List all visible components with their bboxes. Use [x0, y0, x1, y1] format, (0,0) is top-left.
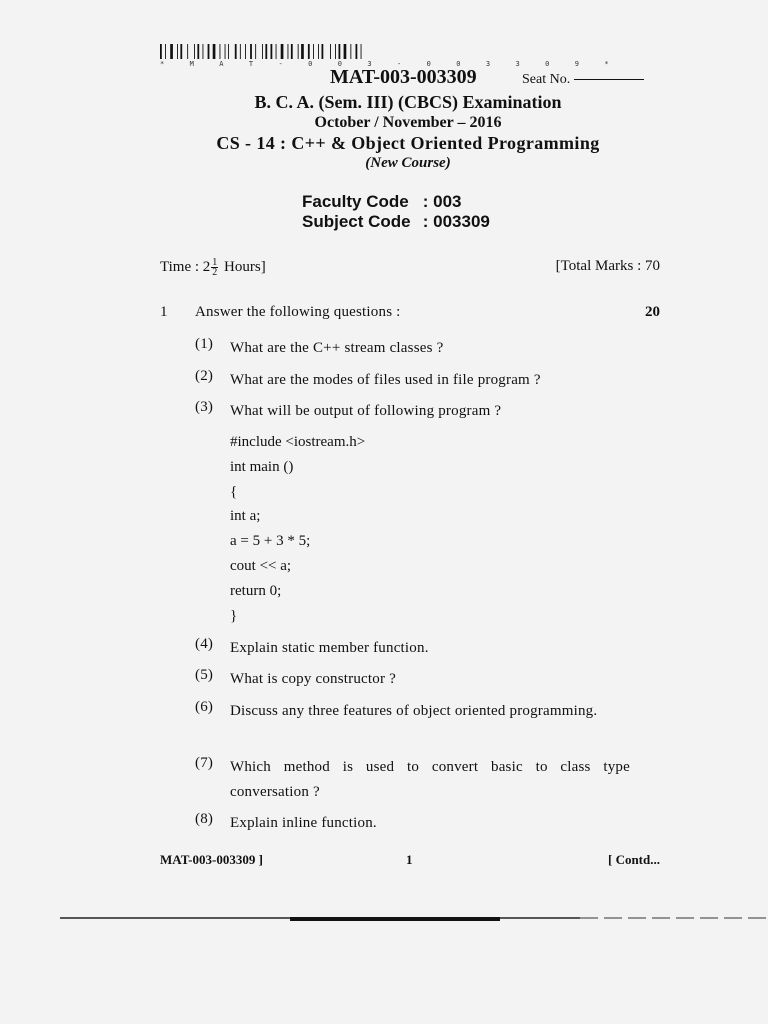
subquestion-1	[195, 336, 635, 361]
code-line: #include <iostream.h>	[230, 434, 366, 450]
exam-session: October / November – 2016	[314, 114, 502, 131]
subquestion-number: (8)	[195, 811, 214, 827]
barcode-bar	[361, 44, 362, 59]
barcode-bar	[220, 44, 221, 59]
faculty-code-label: Faculty Code	[302, 192, 409, 211]
seat-blank-line	[574, 79, 644, 80]
subquestion-text: What are the modes of files used in file program ?	[230, 372, 541, 388]
subquestion-text: What will be output of following program ?	[230, 403, 502, 419]
barcode-bar	[245, 44, 246, 59]
question-text: Answer the following questions :	[195, 304, 401, 320]
barcode-bar	[313, 44, 314, 59]
barcode-bar	[213, 44, 216, 59]
faculty-code-sep: :	[422, 192, 429, 211]
barcode-bar	[160, 44, 162, 59]
barcode-bar	[225, 44, 226, 59]
barcode-bar	[322, 44, 324, 59]
footer-page-number: 1	[406, 852, 413, 867]
barcode-bar	[301, 44, 304, 59]
subquestion-number: (6)	[195, 699, 214, 715]
time-allowed	[160, 258, 266, 277]
code-line: int a;	[230, 508, 261, 525]
total-marks-text: [Total Marks : 70	[555, 258, 660, 274]
total-marks	[556, 258, 660, 275]
time-suffix: Hours]	[224, 258, 266, 275]
barcode-bar	[228, 44, 229, 59]
subquestion-number: (1)	[195, 336, 214, 352]
subquestion-3	[195, 399, 635, 424]
subject-code-row	[302, 212, 490, 232]
subject-title: CS - 14 : C++ & Object Oriented Programming	[216, 133, 600, 153]
barcode-bar	[335, 44, 336, 59]
subquestion-text: Explain inline function.	[230, 815, 377, 831]
faculty-code-value: 003	[433, 192, 462, 211]
subject-code-value: 003309	[433, 212, 490, 231]
exam-title: B. C. A. (Sem. III) (CBCS) Examination	[254, 92, 562, 112]
subquestion-text: Discuss any three features of object oriented programming.	[230, 703, 598, 719]
barcode-bar	[356, 44, 358, 59]
seat-label: Seat No.	[522, 72, 571, 87]
subject-code-label: Subject Code	[302, 212, 411, 231]
barcode-bar	[187, 44, 188, 59]
code-line: {	[230, 483, 238, 500]
barcode-bar	[255, 44, 256, 59]
barcode-bar	[194, 44, 195, 59]
seat-number-field	[522, 72, 644, 88]
barcode-bar	[271, 44, 273, 59]
subquestion-number: (7)	[195, 755, 214, 771]
subquestion-7	[195, 755, 635, 805]
question-marks: 20	[645, 304, 660, 320]
subquestion-number: (4)	[195, 636, 214, 652]
subquestion-6	[195, 699, 635, 724]
time-fraction	[211, 258, 218, 277]
barcode-bar	[339, 44, 341, 59]
subquestion-number: (5)	[195, 667, 214, 683]
paper-code: MAT-003-003309	[330, 66, 477, 88]
subquestion-text: Explain static member function.	[230, 640, 429, 656]
subquestion-4	[195, 636, 635, 661]
code-line: a = 5 + 3 * 5;	[230, 533, 311, 550]
barcode-bar	[197, 44, 199, 59]
subquestion-5	[195, 667, 635, 692]
barcode-bar	[203, 44, 204, 59]
subquestion-2	[195, 368, 635, 393]
barcode-bar	[291, 44, 293, 59]
program-code	[230, 430, 365, 628]
subject-code-sep: :	[422, 212, 429, 231]
barcode-bar	[165, 44, 166, 59]
barcode-bar	[276, 44, 277, 59]
fraction-numerator: 1	[212, 257, 218, 268]
question-number: 1	[160, 304, 168, 320]
subquestion-text: What are the C++ stream classes ?	[230, 340, 444, 356]
barcode-bar	[235, 44, 237, 59]
barcode-bar	[240, 44, 241, 59]
barcode-digits: * M A T - 0 0 3 - 0 0 3 3 0 9 *	[160, 60, 620, 68]
scan-edge-line	[60, 916, 768, 922]
code-block	[302, 192, 490, 232]
fraction-denominator: 2	[212, 267, 218, 278]
barcode-bar	[330, 44, 331, 59]
subquestion-text: Which method is used to convert basic to class type conversation ?	[230, 759, 630, 800]
barcode-bar	[344, 44, 347, 59]
barcode-bar	[208, 44, 210, 59]
subquestion-number: (2)	[195, 368, 214, 384]
barcode-bar	[262, 44, 263, 59]
code-line: }	[230, 607, 238, 624]
barcode-bar	[170, 44, 173, 59]
faculty-code-row	[302, 192, 490, 212]
barcode-bar	[298, 44, 299, 59]
footer-continued: [ Contd...	[607, 852, 660, 867]
subquestion-number: (3)	[195, 399, 214, 415]
code-line: return 0;	[230, 582, 282, 599]
time-prefix: Time : 2	[160, 258, 211, 275]
barcode-bar	[350, 44, 351, 59]
subquestion-text: What is copy constructor ?	[230, 671, 396, 687]
barcode-bar	[308, 44, 310, 59]
barcode-bar	[180, 44, 182, 59]
barcode-bar	[265, 44, 267, 59]
barcode-bar	[250, 44, 252, 59]
code-line: cout << a;	[230, 557, 292, 574]
code-line: int main ()	[230, 458, 294, 475]
footer-paper-code: MAT-003-003309 ]	[160, 852, 263, 867]
subquestion-8	[195, 811, 635, 836]
barcode-bar	[288, 44, 289, 59]
course-type: (New Course)	[365, 155, 451, 171]
barcode-bar	[177, 44, 178, 59]
barcode-bar	[281, 44, 284, 59]
barcode-bar	[318, 44, 319, 59]
